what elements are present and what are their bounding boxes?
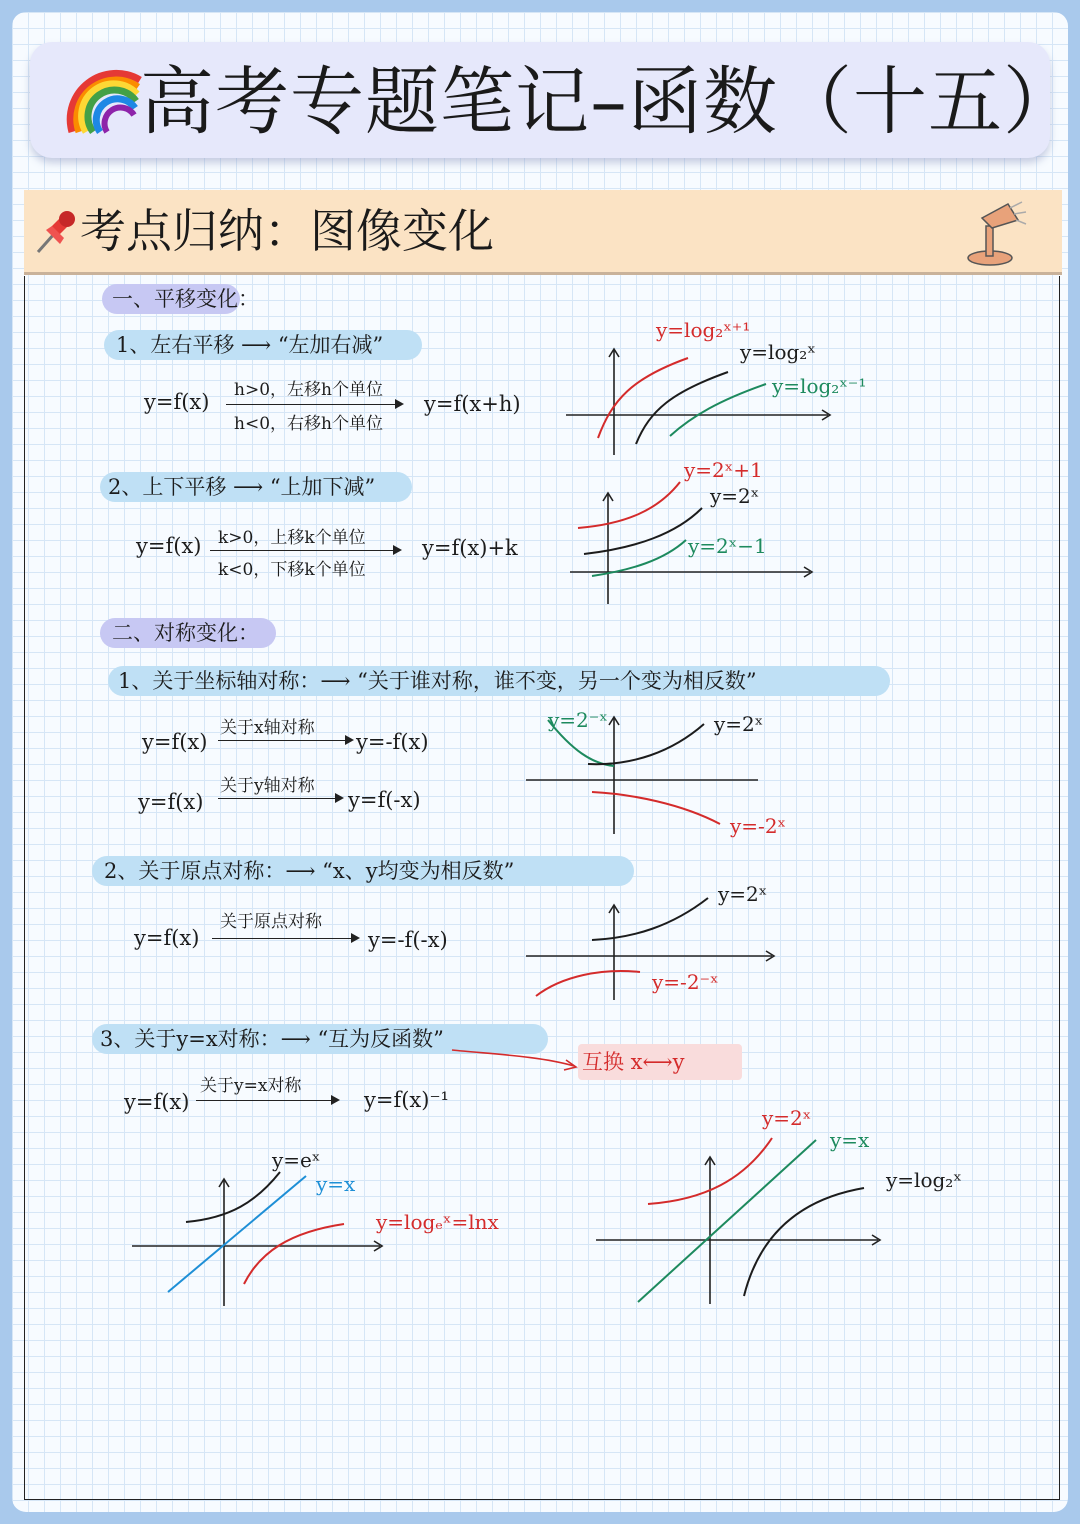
- label-inv-e-black: y=eˣ: [272, 1148, 321, 1172]
- formula-rhs: y=f(-x): [348, 788, 421, 812]
- transform-arrow: [196, 1100, 338, 1101]
- condition: 关于y=x对称: [200, 1076, 302, 1096]
- formula-rhs: y=f(x+h): [424, 392, 521, 416]
- label-exp-green: y=2ˣ−1: [688, 534, 767, 558]
- inverse-note: 互换 x⟷y: [582, 1050, 685, 1074]
- label-inv-2-black: y=log₂ˣ: [886, 1168, 962, 1192]
- label-origin-red: y=-2⁻ˣ: [652, 970, 719, 994]
- formula-lhs: y=f(x): [144, 390, 210, 414]
- transform-arrow: [210, 550, 400, 551]
- label-origin-black: y=2ˣ: [718, 882, 768, 906]
- transform-arrow: [218, 798, 342, 799]
- rainbow-icon: [66, 66, 142, 136]
- formula-lhs: y=f(x): [134, 926, 200, 950]
- condition-bottom: h<0，右移h个单位: [234, 414, 383, 434]
- pushpin-icon: [34, 208, 78, 256]
- graph-inverse-2: [594, 1130, 894, 1310]
- transform-arrow: [212, 938, 358, 939]
- item3-heading: 3、关于y=x对称：⟶ “互为反函数”: [100, 1027, 444, 1051]
- condition: 关于原点对称: [220, 912, 322, 932]
- item1-heading: 1、关于坐标轴对称：⟶ “关于谁对称，谁不变，另一个变为相反数”: [118, 669, 757, 693]
- content-frame: [24, 276, 1060, 1500]
- label-log-black: y=log₂ˣ: [740, 340, 816, 364]
- formula-lhs: y=f(x): [142, 730, 208, 754]
- formula-rhs: y=-f(-x): [368, 928, 448, 952]
- label-exp-black: y=2ˣ: [710, 484, 760, 508]
- label-sym-red: y=-2ˣ: [730, 814, 787, 838]
- formula-rhs: y=f(x)+k: [422, 536, 518, 560]
- section1-heading: 一、平移变化：: [112, 287, 259, 311]
- item2-heading: 2、上下平移 ⟶ “上加下减”: [108, 475, 376, 499]
- label-exp-red: y=2ˣ+1: [684, 458, 763, 482]
- condition-top: h>0，左移h个单位: [234, 380, 383, 400]
- formula-lhs: y=f(x): [124, 1090, 190, 1114]
- label-inv-2-green: y=x: [830, 1128, 870, 1152]
- section2-heading: 二、对称变化：: [112, 621, 259, 645]
- label-sym-green: y=2⁻ˣ: [548, 708, 608, 732]
- desk-lamp-icon: [962, 196, 1028, 268]
- condition: 关于y轴对称: [220, 776, 315, 796]
- condition: 关于x轴对称: [220, 718, 315, 738]
- label-sym-black: y=2ˣ: [714, 712, 764, 736]
- note-arrow: [450, 1044, 590, 1074]
- label-log-green: y=log₂ˣ⁻¹: [772, 374, 867, 398]
- label-inv-2-red: y=2ˣ: [762, 1106, 812, 1130]
- transform-arrow: [218, 740, 352, 741]
- transform-arrow: [226, 404, 402, 405]
- formula-lhs: y=f(x): [136, 534, 202, 558]
- formula-rhs: y=f(x)⁻¹: [364, 1088, 449, 1112]
- label-log-red: y=log₂ˣ⁺¹: [656, 318, 751, 342]
- condition-bottom: k<0，下移k个单位: [218, 560, 366, 580]
- label-inv-e-blue: y=x: [316, 1172, 356, 1196]
- formula-rhs: y=-f(x): [356, 730, 429, 754]
- label-inv-e-red: y=logₑˣ=lnx: [376, 1210, 499, 1234]
- topic-title: 考点归纳：图像变化: [80, 204, 494, 258]
- item2-heading: 2、关于原点对称：⟶ “x、y均变为相反数”: [104, 859, 515, 883]
- item1-heading: 1、左右平移 ⟶ “左加右减”: [116, 333, 384, 357]
- formula-lhs: y=f(x): [138, 790, 204, 814]
- page-title: 高考专题笔记–函数（十五）: [140, 59, 1078, 145]
- condition-top: k>0，上移k个单位: [218, 528, 366, 548]
